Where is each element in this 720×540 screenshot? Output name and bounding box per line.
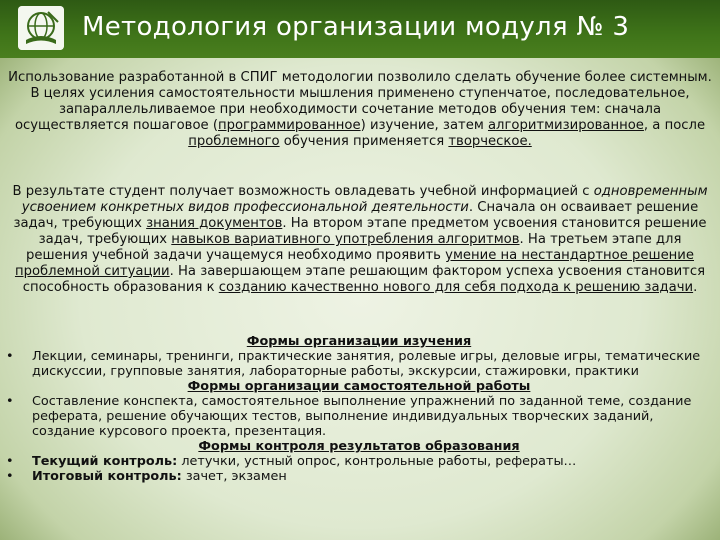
intro-term-programmed: программированное [217, 118, 361, 133]
result-text-5: . На завершающем этапе решающим фактором успеха усвоения становится способность образования к [22, 264, 706, 295]
result-term-problem-situation: умение на нестандартное решение проблемной ситуации [14, 248, 694, 279]
result-text-6: . [693, 280, 698, 295]
current-control-label: Текущий контроль: [32, 454, 178, 469]
result-emphasis: одновременным усвоением конкретных видов профессиональной деятельности [21, 184, 708, 215]
intro-text-2: ) изучение, затем [360, 118, 488, 133]
result-text-1: В результате студент получает возможность овладевать учебной информацией с [12, 184, 594, 199]
intro-term-creative: творческое. [448, 134, 532, 149]
intro-term-problem: проблемного [188, 134, 280, 149]
heading-control-forms: Формы контроля результатов образования [198, 439, 520, 454]
list-item-study-forms [6, 349, 712, 379]
list-item-final-control [6, 469, 712, 484]
heading-independent-work: Формы организации самостоятельной работы [187, 379, 531, 394]
forms-list [6, 334, 712, 484]
bullet-icon: • [6, 394, 14, 409]
final-control-text: зачет, экзамен [181, 469, 287, 484]
logo-icon [18, 6, 64, 50]
page-title: Методология организации модуля № 3 [82, 12, 630, 42]
result-text-3: . На втором этапе предметом усвоения становится решение задач, требующих [38, 216, 707, 247]
result-term-documents: знания документов [146, 216, 283, 231]
result-text-4: . На третьем этапе для решения учебной задачи учащемуся необходимо проявить [25, 232, 682, 263]
list-item-independent-work [6, 394, 712, 439]
title-bar [0, 0, 720, 58]
result-term-new-approach: созданию качественно нового для себя подхода к решению задачи [218, 280, 694, 295]
intro-term-algorithmic: алгоритмизированное [487, 118, 644, 133]
intro-paragraph [8, 70, 712, 150]
current-control-text: летучки, устный опрос, контрольные работы, рефераты… [177, 454, 577, 469]
bullet-icon: • [6, 349, 14, 364]
bullet-icon: • [6, 454, 14, 469]
intro-text-1: Использование разработанной в СПИГ методологии позволило сделать обучение более системным. В целях усиления самостоятельности мышления применено ступенчатое, последовательное, запараллельливаемое при необходимости сочетание методов обучения тем: сначала осуществляется пошаговое ( [8, 70, 712, 133]
list-item-current-control [6, 454, 712, 469]
result-paragraph [8, 184, 712, 296]
intro-text-4: обучения применяется [279, 134, 449, 149]
result-text-2: . Сначала он осваивает решение задач, требующих [13, 200, 699, 231]
list-item-text: Составление конспекта, самостоятельное выполнение упражнений по заданной теме, создание реферата, решение обучающих тестов, выполнение индивидуальных творческих заданий, создание курсового проекта, презентация. [32, 394, 692, 439]
final-control-label: Итоговый контроль: [32, 469, 182, 484]
heading-study-forms: Формы организации изучения [246, 334, 472, 349]
bullet-icon: • [6, 469, 14, 484]
result-term-algorithms: навыков вариативного употребления алгоритмов [171, 232, 520, 247]
intro-text-3: , а после [643, 118, 706, 133]
list-item-text: Лекции, семинары, тренинги, практические занятия, ролевые игры, деловые игры, тематические дискуссии, групповые занятия, лабораторные работы, экскурсии, стажировки, практики [32, 349, 701, 379]
